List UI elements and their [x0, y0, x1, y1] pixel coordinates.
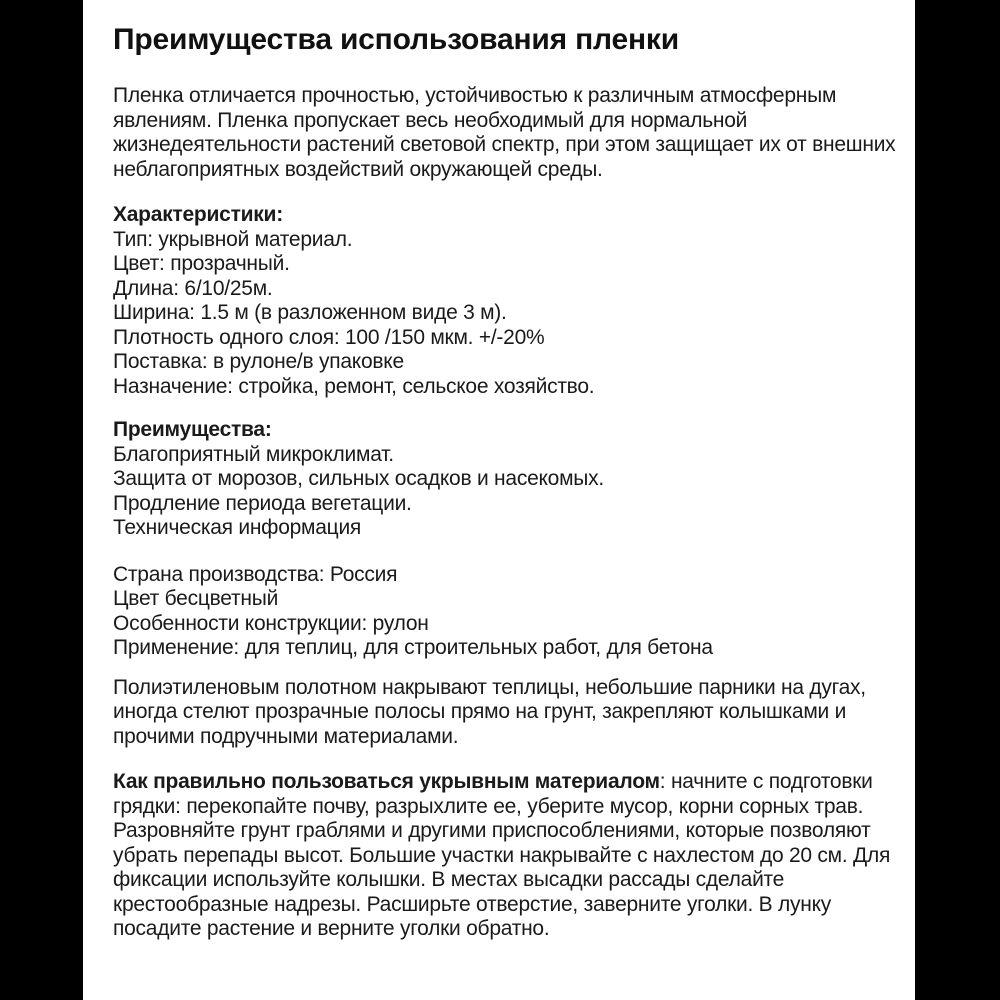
- intro-paragraph: Пленка отличается прочностью, устойчивостью к различным атмосферным явлениям. Пленка пропускает весь необходимый для нормальной жизнедеятельности растений световой спектр, при этом защищает их от внешних неблагоприятных воздействий окружающей среды.: [113, 84, 896, 181]
- characteristics-item: Ширина: 1.5 м (в разложенном виде 3 м).: [113, 301, 507, 324]
- howto-rest-text: : начните с подготовки грядки: перекопайте почву, разрыхлите ее, уберите мусор, корни сорных трав. Разровняйте грунт граблями и другими приспособлениями, которые позволяют убрать перепады высот. Большие участки накрывайте с нахлестом до 20 см. Для фиксации используйте колышки. В местах высадки рассады сделайте крестообразные надрезы. Расширьте отверстие, заверните уголки. В лунку посадите растение и верните уголки обратно.: [113, 770, 891, 940]
- advantages-item: Защита от морозов, сильных осадков и насекомых.: [113, 467, 604, 490]
- characteristics-item: Цвет: прозрачный.: [113, 252, 290, 275]
- advantages-heading: Преимущества:: [113, 418, 272, 441]
- tech-info-item: Цвет бесцветный: [113, 587, 279, 610]
- tech-info-section: [113, 563, 910, 661]
- page-title: Преимущества использования пленки: [113, 23, 679, 56]
- characteristics-item: Длина: 6/10/25м.: [113, 276, 273, 300]
- tech-info-item: Применение: для теплиц, для строительных работ, для бетона: [113, 636, 713, 659]
- tech-info-item: Страна производства: Россия: [113, 562, 398, 586]
- advantages-item: Техническая информация: [113, 516, 362, 539]
- advantages-item: Продление периода вегетации.: [113, 491, 412, 515]
- characteristics-heading: Характеристики:: [113, 203, 283, 226]
- tech-info-item: Особенности конструкции: рулон: [113, 611, 429, 635]
- howto-paragraph: [113, 770, 910, 942]
- right-black-bar: [915, 0, 1000, 1000]
- usage-note-paragraph: Полиэтиленовым полотном накрывают теплицы, небольшие парники на дугах, иногда стелют прозрачные полосы прямо на грунт, закрепляют колышками и прочими подручными материалами.: [113, 675, 866, 748]
- characteristics-item: Тип: укрывной материал.: [113, 227, 353, 251]
- characteristics-item: Поставка: в рулоне/в упаковке: [113, 350, 404, 373]
- advantages-item: Благоприятный микроклимат.: [113, 442, 394, 466]
- howto-lead-bold: Как правильно пользоваться укрывным материалом: [113, 770, 660, 793]
- characteristics-item: Плотность одного слоя: 100 /150 мкм. +/-20%: [113, 325, 545, 349]
- characteristics-item: Назначение: стройка, ремонт, сельское хозяйство.: [113, 374, 595, 398]
- characteristics-section: [113, 203, 910, 399]
- product-description: [113, 0, 910, 942]
- advantages-section: [113, 418, 910, 541]
- left-black-bar: [0, 0, 83, 1000]
